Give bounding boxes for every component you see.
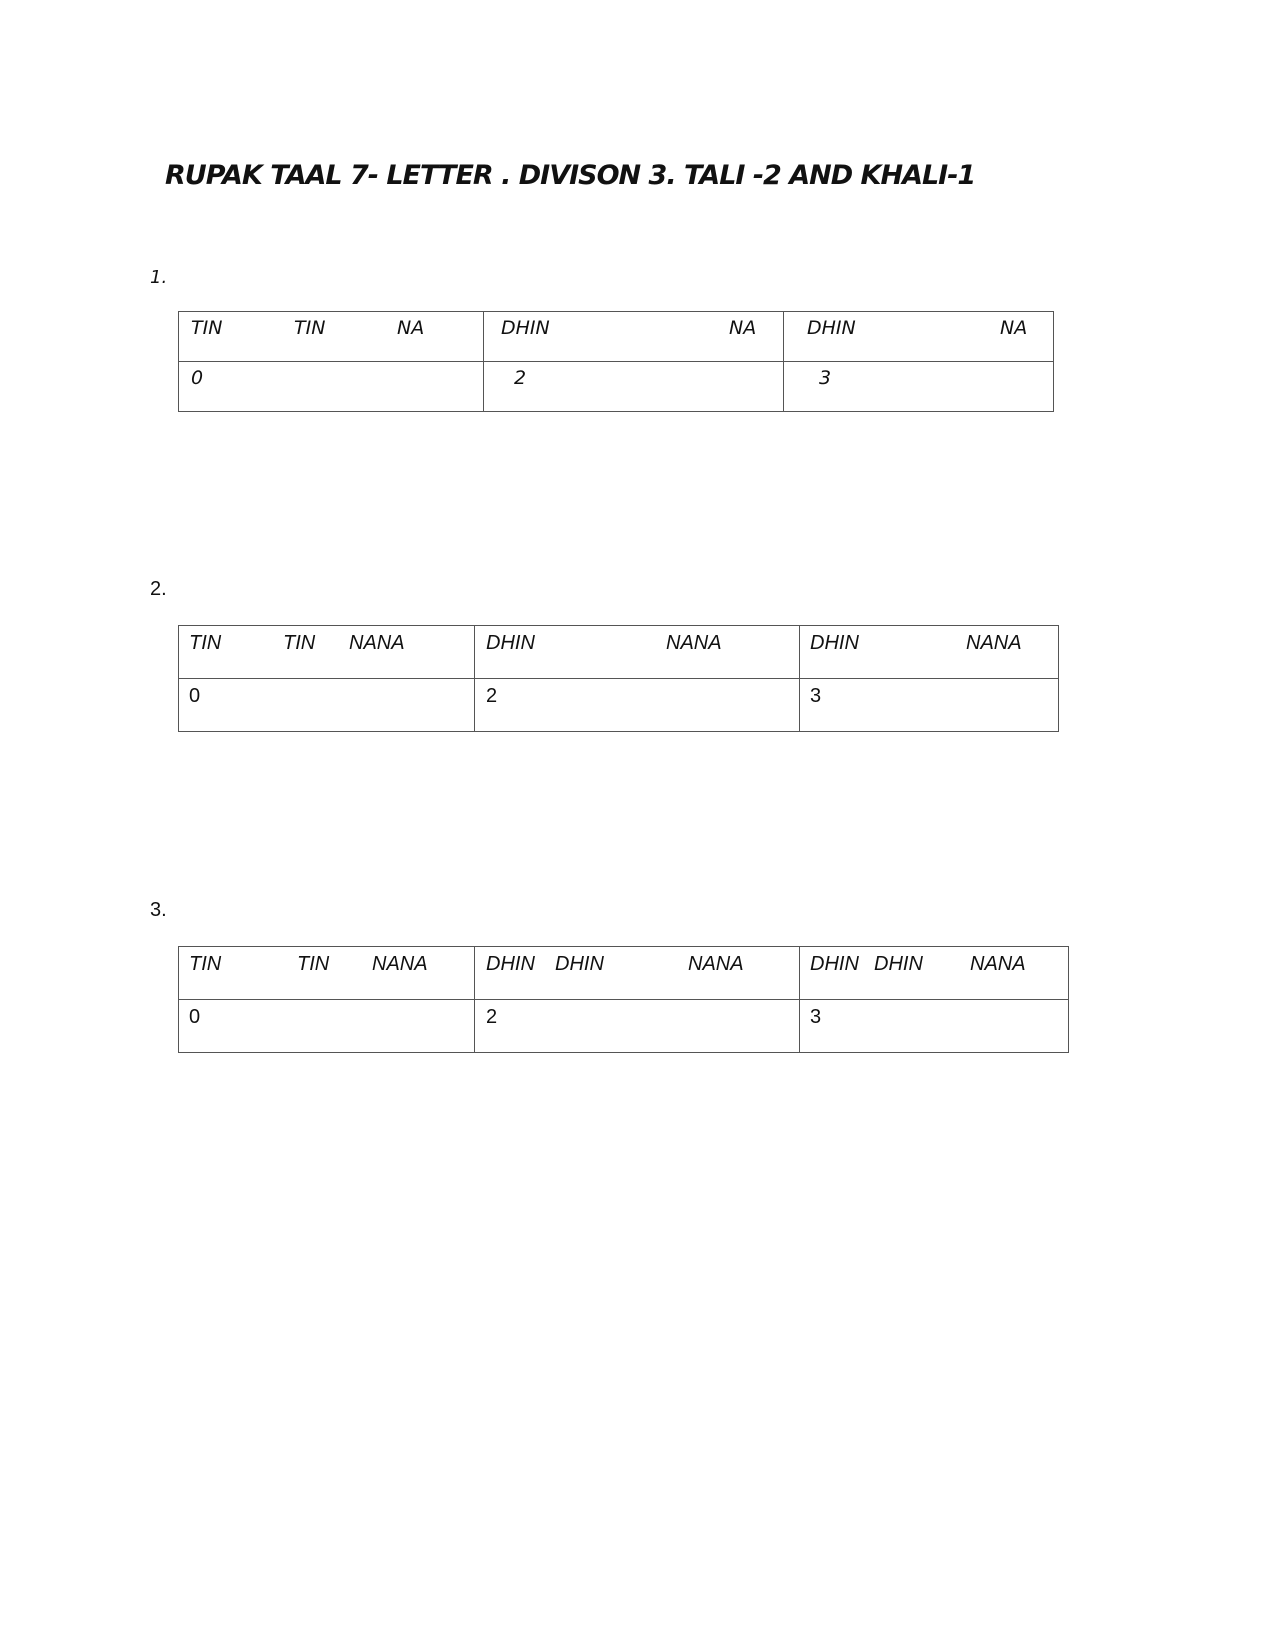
vibhag-cell-1: [179, 947, 475, 1000]
section-number-2: 2.: [150, 578, 167, 600]
vibhag-cell-3: [800, 626, 1059, 679]
bol: DHIN: [810, 632, 859, 654]
bol-row: [179, 312, 1054, 362]
bol: DHIN: [807, 317, 856, 339]
bol: NANA: [688, 953, 744, 975]
section-number-1: 1.: [150, 267, 168, 288]
taal-marker: 0: [189, 685, 201, 707]
taal-marker: 2: [486, 685, 498, 707]
bol: NANA: [349, 632, 405, 654]
taal-marker: 2: [514, 367, 527, 389]
tali-marker-cell: [800, 679, 1059, 732]
bol: NANA: [666, 632, 722, 654]
bol: NA: [1000, 317, 1028, 339]
marker-row: [179, 1000, 1069, 1053]
tali-marker-cell: [784, 362, 1054, 412]
taal-table-2: [178, 625, 1059, 732]
marker-row: [179, 362, 1054, 412]
bol: DHIN: [810, 953, 859, 975]
bol: DHIN: [874, 953, 923, 975]
bol: TIN: [297, 953, 330, 975]
bol: NA: [729, 317, 757, 339]
page-title: RUPAK TAAL 7- LETTER . DIVISON 3. TALI -2 AND KHALI-1: [165, 160, 976, 191]
bol: TIN: [189, 632, 222, 654]
bol: NANA: [372, 953, 428, 975]
bol: TIN: [191, 317, 223, 339]
vibhag-cell-2: [475, 626, 800, 679]
section-number-3: 3.: [150, 899, 167, 921]
bol: NANA: [970, 953, 1026, 975]
bol: NANA: [966, 632, 1022, 654]
tali-marker-cell: [475, 679, 800, 732]
bol-row: [179, 947, 1069, 1000]
bol: DHIN: [486, 632, 535, 654]
bol: TIN: [189, 953, 222, 975]
bol: DHIN: [486, 953, 535, 975]
taal-marker: 3: [819, 367, 832, 389]
khali-marker-cell: [179, 362, 484, 412]
taal-marker: 2: [486, 1006, 498, 1028]
bol: DHIN: [555, 953, 604, 975]
vibhag-cell-3: [784, 312, 1054, 362]
vibhag-cell-3: [800, 947, 1069, 1000]
taal-marker: 0: [191, 367, 204, 389]
tali-marker-cell: [475, 1000, 800, 1053]
vibhag-cell-1: [179, 626, 475, 679]
marker-row: [179, 679, 1059, 732]
tali-marker-cell: [800, 1000, 1069, 1053]
taal-table-1: [178, 311, 1054, 412]
bol: DHIN: [501, 317, 550, 339]
vibhag-cell-2: [484, 312, 784, 362]
bol: TIN: [294, 317, 326, 339]
bol-row: [179, 626, 1059, 679]
khali-marker-cell: [179, 1000, 475, 1053]
vibhag-cell-2: [475, 947, 800, 1000]
tali-marker-cell: [484, 362, 784, 412]
taal-marker: 3: [810, 685, 822, 707]
vibhag-cell-1: [179, 312, 484, 362]
taal-table-3: [178, 946, 1069, 1053]
taal-marker: 0: [189, 1006, 201, 1028]
bol: TIN: [283, 632, 316, 654]
taal-marker: 3: [810, 1006, 822, 1028]
bol: NA: [397, 317, 425, 339]
khali-marker-cell: [179, 679, 475, 732]
